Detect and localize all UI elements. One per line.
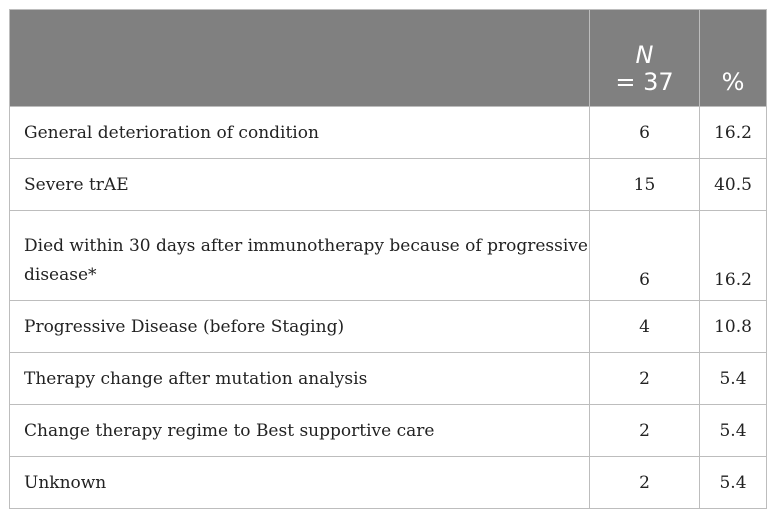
row-label: Change therapy regime to Best supportive care bbox=[10, 405, 590, 457]
data-table bbox=[9, 9, 767, 509]
table-row bbox=[10, 405, 767, 457]
table-row bbox=[10, 211, 767, 301]
row-label: General deterioration of condition bbox=[10, 107, 590, 159]
row-percent: 16.2 bbox=[700, 107, 767, 159]
row-n: 2 bbox=[590, 405, 700, 457]
row-n: 15 bbox=[590, 159, 700, 211]
header-percent-cell: % bbox=[700, 10, 767, 107]
table-row bbox=[10, 301, 767, 353]
table-row bbox=[10, 457, 767, 509]
row-percent: 5.4 bbox=[700, 457, 767, 509]
header-label-cell bbox=[10, 10, 590, 107]
header-n-symbol: N bbox=[635, 41, 654, 69]
row-label: Severe trAE bbox=[10, 159, 590, 211]
row-label: Died within 30 days after immunotherapy because of progressive disease* bbox=[10, 211, 590, 301]
table-row bbox=[10, 159, 767, 211]
table-row bbox=[10, 353, 767, 405]
row-n: 2 bbox=[590, 457, 700, 509]
row-percent: 10.8 bbox=[700, 301, 767, 353]
header-n-count: = 37 bbox=[615, 68, 674, 96]
row-label: Unknown bbox=[10, 457, 590, 509]
row-percent: 16.2 bbox=[700, 211, 767, 301]
row-n: 6 bbox=[590, 211, 700, 301]
row-n: 6 bbox=[590, 107, 700, 159]
row-n: 4 bbox=[590, 301, 700, 353]
row-percent: 5.4 bbox=[700, 405, 767, 457]
row-label: Therapy change after mutation analysis bbox=[10, 353, 590, 405]
row-percent: 40.5 bbox=[700, 159, 767, 211]
table-header-row bbox=[10, 10, 767, 107]
table-row bbox=[10, 107, 767, 159]
row-n: 2 bbox=[590, 353, 700, 405]
row-percent: 5.4 bbox=[700, 353, 767, 405]
header-n-cell bbox=[590, 10, 700, 107]
row-label: Progressive Disease (before Staging) bbox=[10, 301, 590, 353]
